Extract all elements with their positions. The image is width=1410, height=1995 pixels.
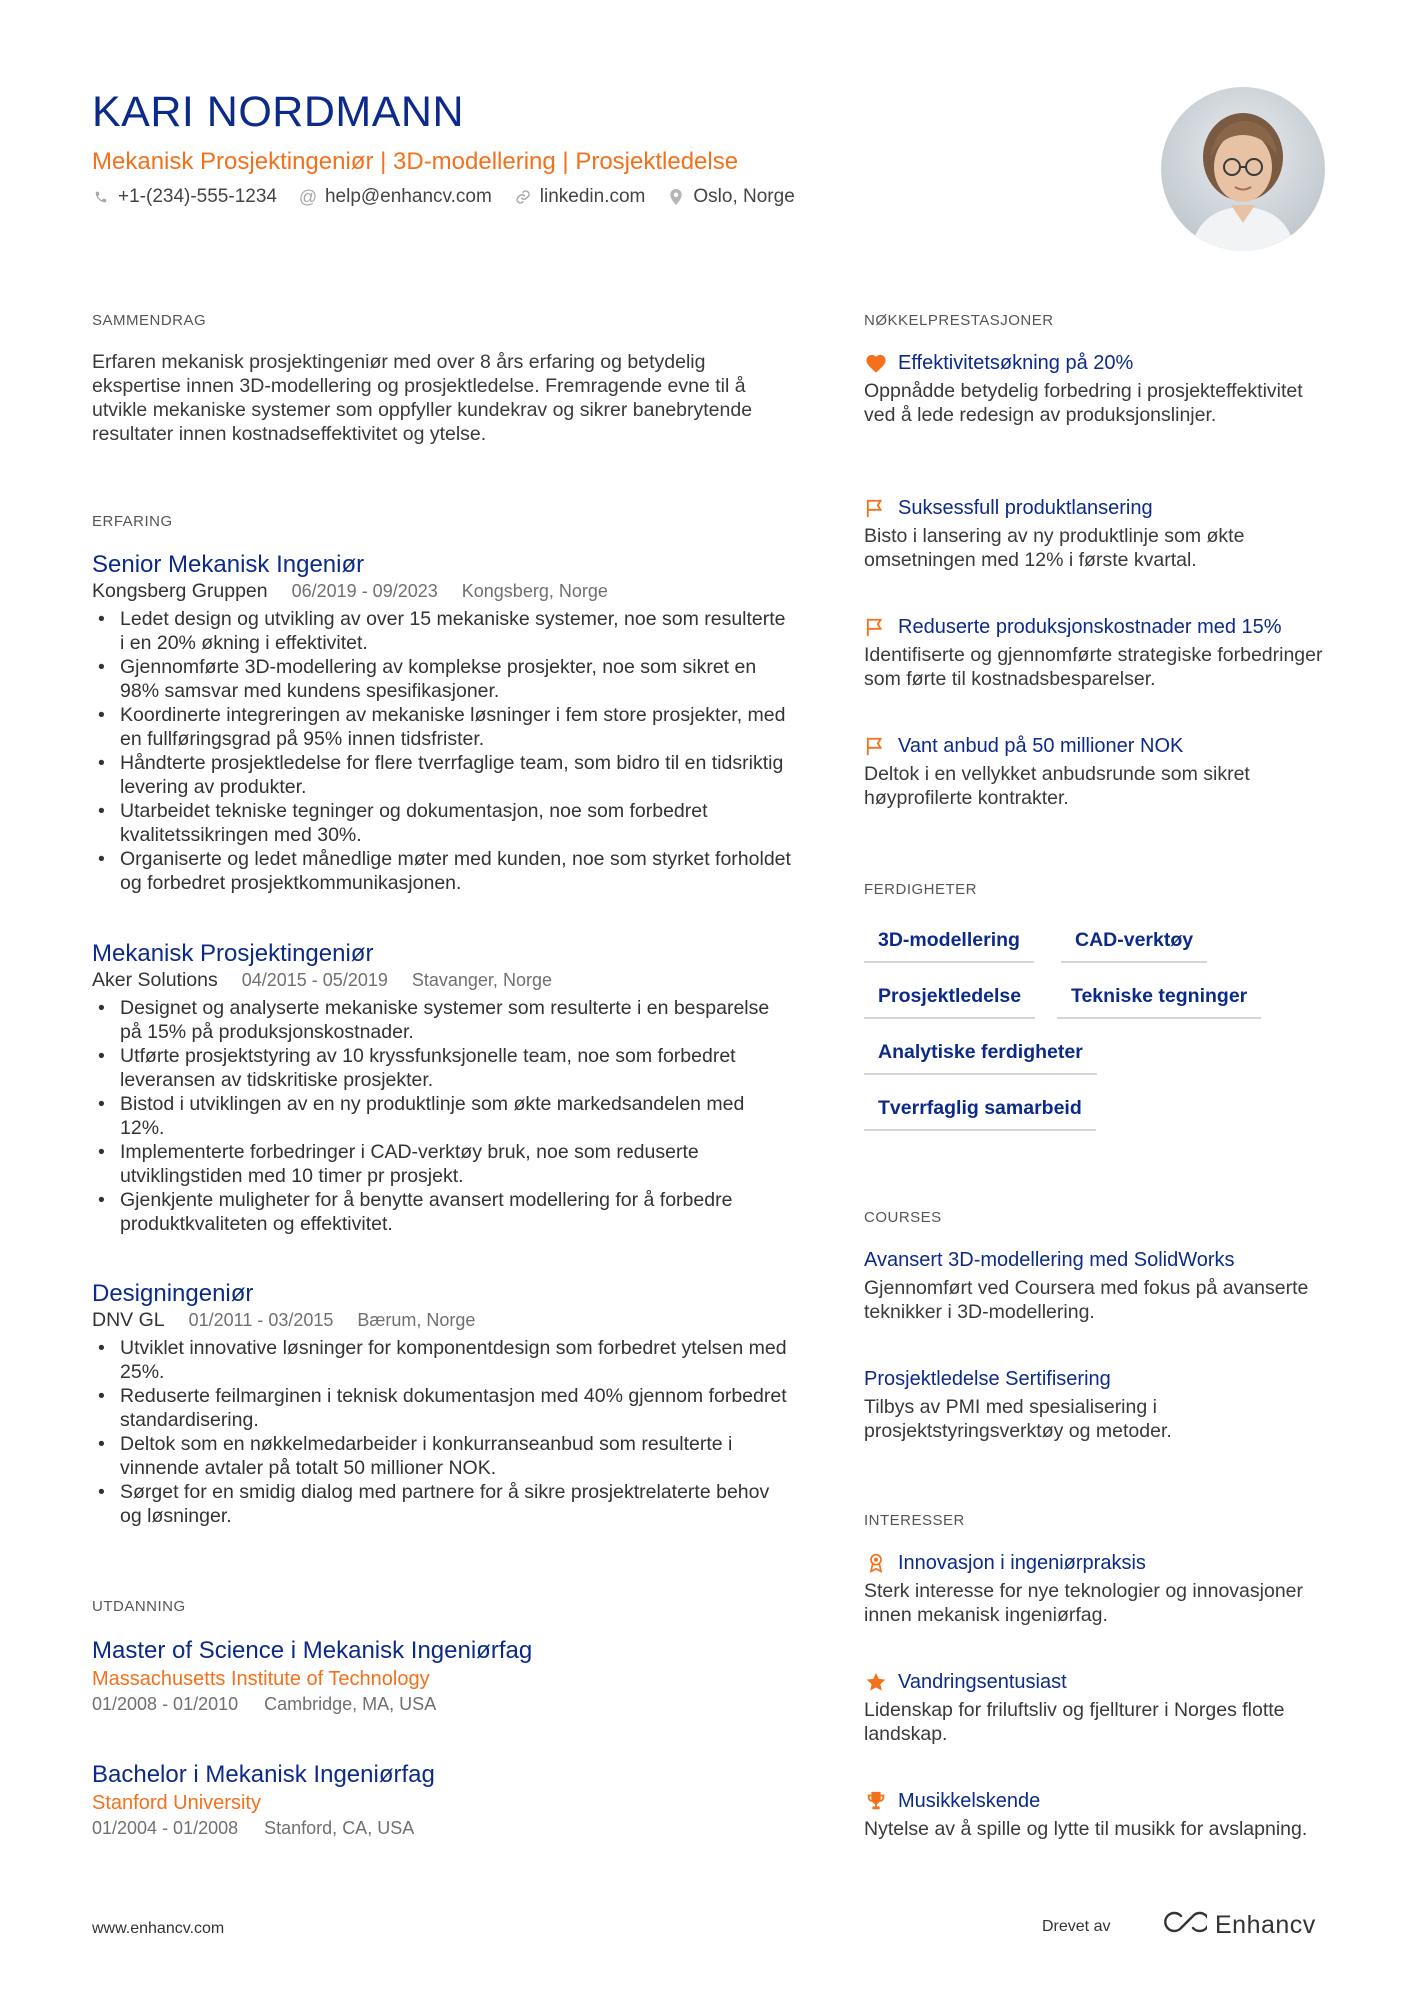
skill-tag: Prosjektledelse <box>864 983 1035 1019</box>
course-item <box>864 1246 1324 1324</box>
interest-title: Innovasjon i ingeniørpraksis <box>898 1552 1146 1574</box>
enhancv-logo-text: Enhancv <box>1215 1911 1316 1939</box>
course-description: Tilbys av PMI med spesialisering i prosjektstyringsverktøy og metoder. <box>864 1396 1172 1442</box>
interest-description: Sterk interesse for nye teknologier og innovasjoner innen mekanisk ingeniørfag. <box>864 1580 1303 1626</box>
phone-icon <box>92 188 110 206</box>
job-company: Aker Solutions <box>92 969 218 991</box>
star-icon <box>864 1670 888 1694</box>
job-company: Kongsberg Gruppen <box>92 580 268 602</box>
skill-tag: CAD-verktøy <box>1061 927 1207 963</box>
bullet-item: • Implementerte forbedringer i CAD-verktøy bruk, noe som reduserte utviklingstiden med 10 timer pr prosjekt. <box>92 1140 792 1188</box>
job-location: Bærum, Norge <box>357 1310 476 1330</box>
job-dates: 04/2015 - 05/2019 <box>241 970 388 990</box>
skill-tag: Tekniske tegninger <box>1057 983 1261 1019</box>
job-title: Senior Mekanisk Ingeniør <box>92 551 365 578</box>
bullet-item: • Ledet design og utvikling av over 15 mekaniske systemer, noe som resulterte i en 20% økning i effektivitet. <box>92 607 792 655</box>
heart-icon <box>864 351 888 375</box>
summary-text: Erfaren mekanisk prosjektingeniør med over 8 års erfaring og betydelig ekspertise innen 3D-modellering og prosjektledelse. Fremragende evne til å utvikle mekaniske systemer som oppfyller kundekrav og sikrer banebrytende resultater innen kostnadseffektivitet og ytelse. <box>92 351 753 445</box>
bullet-item: • Koordinerte integreringen av mekaniske løsninger i fem store prosjekter, med en fullføringsgrad på 95% innen tidsfrister. <box>92 703 792 751</box>
job-entry <box>92 1279 792 1528</box>
linkedin-text: linkedin.com <box>539 186 646 207</box>
bullet-item: • Gjenkjente muligheter for å benytte avansert modellering for å forbedre produktkvaliteten og effektivitet. <box>92 1188 792 1236</box>
job-location: Kongsberg, Norge <box>461 581 608 601</box>
achievement-item <box>864 732 1324 810</box>
interest-item <box>864 1668 1324 1746</box>
candidate-name: KARI NORDMANN <box>92 88 465 136</box>
skill-tag: Tverrfaglig samarbeid <box>864 1095 1096 1131</box>
contact-linkedin[interactable] <box>514 186 646 208</box>
education-meta <box>92 1816 792 1840</box>
job-bullets <box>92 607 792 895</box>
interests-heading: INTERESSER <box>864 1512 965 1529</box>
candidate-headline: Mekanisk Prosjektingeniør | 3D-modellering | Prosjektledelse <box>92 148 739 175</box>
course-title: Prosjektledelse Sertifisering <box>864 1368 1111 1390</box>
achievement-description: Identifiserte og gjennomførte strategiske forbedringer som førte til kostnadsbesparelser. <box>864 644 1323 690</box>
courses-heading: COURSES <box>864 1209 942 1226</box>
education-heading: UTDANNING <box>92 1598 186 1615</box>
education-meta <box>92 1692 792 1716</box>
course-item <box>864 1365 1324 1443</box>
job-bullets <box>92 996 792 1236</box>
link-icon <box>514 188 532 206</box>
flag-icon <box>864 496 888 520</box>
bullet-item: • Reduserte feilmarginen i teknisk dokumentasjon med 40% gjennom forbedret standardisering. <box>92 1384 792 1432</box>
bullet-item: • Utviklet innovative løsninger for komponentdesign som forbedret ytelsen med 25%. <box>92 1336 792 1384</box>
job-title: Mekanisk Prosjektingeniør <box>92 940 374 967</box>
job-location: Stavanger, Norge <box>411 970 552 990</box>
education-dates: 01/2004 - 01/2008 <box>92 1818 239 1838</box>
enhancv-logo[interactable] <box>1161 1910 1316 1941</box>
contact-row <box>92 186 795 208</box>
achievement-title: Suksessfull produktlansering <box>898 497 1153 519</box>
job-meta <box>92 1309 792 1332</box>
education-degree: Master of Science i Mekanisk Ingeniørfag <box>92 1637 533 1664</box>
achievement-description: Oppnådde betydelig forbedring i prosjekteffektivitet ved å lede redesign av produksjonslinjer. <box>864 380 1303 426</box>
job-title: Designingeniør <box>92 1280 254 1307</box>
interest-description: Lidenskap for friluftsliv og fjellturer i Norges flotte landskap. <box>864 1699 1285 1745</box>
achievement-item <box>864 349 1324 427</box>
summary-heading: SAMMENDRAG <box>92 312 207 329</box>
bullet-item: • Sørget for en smidig dialog med partnere for å sikre prosjektrelaterte behov og løsninger. <box>92 1480 792 1528</box>
contact-email[interactable] <box>299 186 492 208</box>
footer-powered-by: Drevet av <box>1042 1918 1111 1935</box>
bullet-item: • Deltok som en nøkkelmedarbeider i konkurranseanbud som resulterte i vinnende avtaler på totalt 50 millioner NOK. <box>92 1432 792 1480</box>
trophy-icon <box>864 1789 888 1813</box>
achievement-item <box>864 494 1324 572</box>
phone-text: +1-(234)-555-1234 <box>118 186 277 207</box>
education-location: Cambridge, MA, USA <box>264 1694 437 1714</box>
footer-url[interactable]: www.enhancv.com <box>92 1920 225 1937</box>
education-entry <box>92 1760 792 1840</box>
interest-title: Musikkelskende <box>898 1790 1041 1812</box>
job-meta <box>92 969 792 992</box>
achievement-description: Deltok i en vellykket anbudsrunde som sikret høyprofilerte kontrakter. <box>864 763 1250 809</box>
job-dates: 01/2011 - 03/2015 <box>188 1310 334 1330</box>
job-entry <box>92 550 792 895</box>
contact-phone[interactable] <box>92 186 277 208</box>
education-dates: 01/2008 - 01/2010 <box>92 1694 239 1714</box>
location-pin-icon <box>667 188 685 206</box>
bullet-item: • Designet og analyserte mekaniske systemer som resulterte i en besparelse på 15% på produksjonskostnader. <box>92 996 792 1044</box>
bullet-item: • Bistod i utviklingen av en ny produktlinje som økte markedsandelen med 12%. <box>92 1092 792 1140</box>
email-text: help@enhancv.com <box>324 186 492 207</box>
experience-heading: ERFARING <box>92 513 173 530</box>
interest-title: Vandringsentusiast <box>898 1671 1067 1693</box>
job-bullets <box>92 1336 792 1528</box>
achievement-title: Reduserte produksjonskostnader med 15% <box>898 616 1282 638</box>
achievement-description: Bisto i lansering av ny produktlinje som økte omsetningen med 12% i første kvartal. <box>864 525 1245 571</box>
education-location: Stanford, CA, USA <box>264 1818 415 1838</box>
education-school: Massachusetts Institute of Technology <box>92 1668 430 1690</box>
bullet-item: • Organiserte og ledet månedlige møter med kunden, noe som styrket forholdet og forbedret prosjektkommunikasjonen. <box>92 847 792 895</box>
award-ribbon-icon <box>864 1551 888 1575</box>
achievement-item <box>864 613 1324 691</box>
interest-description: Nytelse av å spille og lytte til musikk for avslapning. <box>864 1818 1308 1840</box>
achievement-title: Effektivitetsøkning på 20% <box>898 352 1134 374</box>
bullet-item: • Utarbeidet tekniske tegninger og dokumentasjon, noe som forbedret kvalitetssikringen med 30%. <box>92 799 792 847</box>
education-school: Stanford University <box>92 1792 261 1814</box>
flag-icon <box>864 734 888 758</box>
education-degree: Bachelor i Mekanisk Ingeniørfag <box>92 1761 435 1788</box>
contact-location <box>667 186 794 208</box>
skills-heading: FERDIGHETER <box>864 881 978 898</box>
education-entry <box>92 1636 792 1716</box>
bullet-item: • Håndterte prosjektledelse for flere tverrfaglige team, som bidro til en tidsriktig levering av produkter. <box>92 751 792 799</box>
enhancv-logo-icon <box>1161 1910 1207 1941</box>
skill-tag: 3D-modellering <box>864 927 1034 963</box>
at-icon: @ <box>298 186 318 207</box>
course-description: Gjennomført ved Coursera med fokus på avanserte teknikker i 3D-modellering. <box>864 1277 1309 1323</box>
achievements-heading: NØKKELPRESTASJONER <box>864 312 1054 329</box>
achievement-title: Vant anbud på 50 millioner NOK <box>898 735 1184 757</box>
interest-item <box>864 1787 1324 1841</box>
skill-tag: Analytiske ferdigheter <box>864 1039 1097 1075</box>
bullet-item: • Gjennomførte 3D-modellering av komplekse prosjekter, noe som sikret en 98% samsvar med kundens spesifikasjoner. <box>92 655 792 703</box>
job-entry <box>92 939 792 1236</box>
flag-icon <box>864 615 888 639</box>
job-company: DNV GL <box>92 1309 165 1331</box>
interest-item <box>864 1549 1324 1627</box>
bullet-item: • Utførte prosjektstyring av 10 kryssfunksjonelle team, noe som forbedret leveransen av tidskritiske prosjekter. <box>92 1044 792 1092</box>
job-dates: 06/2019 - 09/2023 <box>291 581 438 601</box>
job-meta <box>92 580 792 603</box>
location-text: Oslo, Norge <box>693 186 795 207</box>
profile-photo <box>1161 87 1325 251</box>
course-title: Avansert 3D-modellering med SolidWorks <box>864 1249 1235 1271</box>
